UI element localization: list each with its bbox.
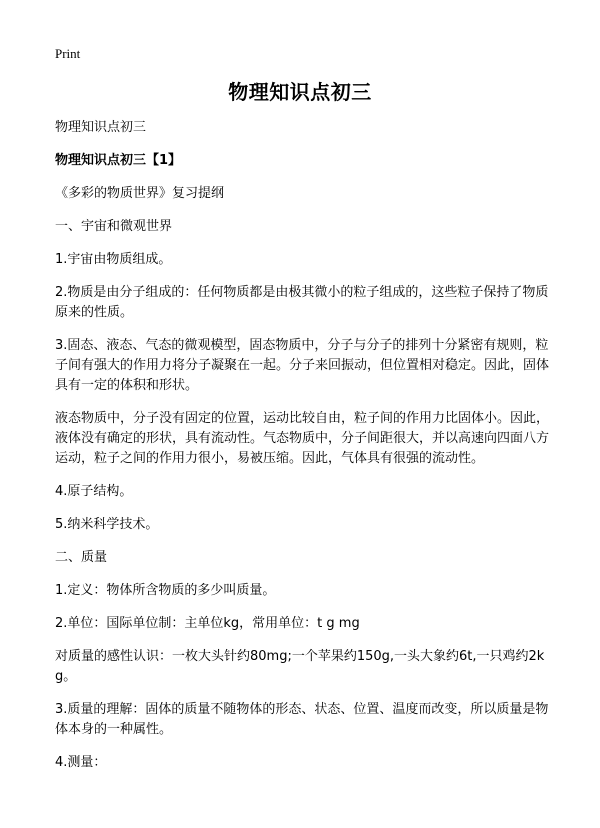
print-link[interactable]: Print [55,46,81,61]
paragraph: 4.原子结构。 [55,484,133,499]
outline-title: 《多彩的物质世界》复习提纲 [55,186,225,201]
paragraph: 3.固态、液态、气态的微观模型，固态物质中，分子与分子的排列十分紧密有规则，粒子间有强大的作用力将分子凝聚在一起。分子来回振动，但位置相对稳定。因此，固体具有一定的体积和形状。 [55,338,550,393]
paragraph: 1.宇宙由物质组成。 [55,252,172,267]
paragraph: 3.质量的理解：固体的质量不随物体的形态、状态、位置、温度而改变，所以质量是物体本身的一种属性。 [55,702,549,737]
paragraph: 5.纳米科学技术。 [55,517,159,532]
section-heading-universe: 一、宇宙和微观世界 [55,219,173,234]
paragraph: 液态物质中，分子没有固定的位置，运动比较自由，粒子间的作用力比固体小。因此，液体没有确定的形状，具有流动性。气态物质中，分子间距很大，并以高速向四面八方运动，粒子之间的作用力很小，易被压缩。因此，气体具有很强的流动性。 [55,411,550,466]
paragraph: 1.定义：物体所含物质的多少叫质量。 [55,583,276,598]
section-heading: 物理知识点初三【1】 [55,153,182,168]
paragraph: 2.物质是由分子组成的：任何物质都是由极其微小的粒子组成的，这些粒子保持了物质原来的性质。 [55,285,549,320]
subtitle-paragraph: 物理知识点初三 [55,120,147,135]
page-title: 物理知识点初三 [228,80,372,104]
paragraph: 对质量的感性认识：一枚大头针约80mg;一个苹果约150g,一头大象约6t,一只鸡约2kg。 [55,649,545,684]
paragraph: 2.单位：国际单位制：主单位kg，常用单位：t g mg [55,616,360,631]
section-heading-mass: 二、质量 [55,550,108,565]
article-body [55,118,555,786]
paragraph: 4.测量： [55,755,107,770]
